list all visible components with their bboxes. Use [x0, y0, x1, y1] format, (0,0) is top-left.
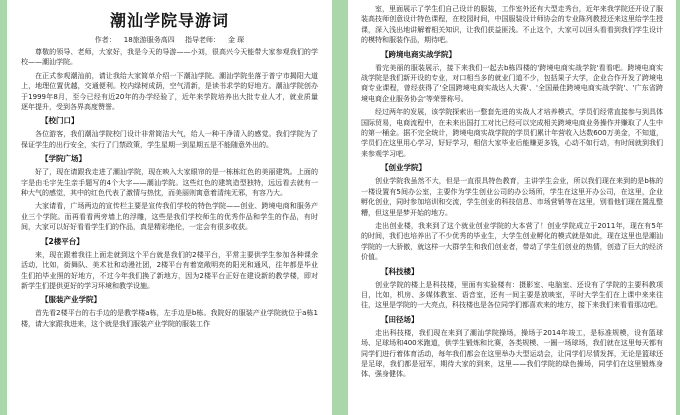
paragraph: 首先看2楼平台的右手边的是教学楼a栋，左手边是b栋。我院好的服装产业学院就位于a栋1楼，请大家跟我进来，这个就是我们服装产业学院的服装工作 — [21, 309, 318, 328]
paragraph: 看完美丽的服装展示，接下来我们一起去b栋四楼的'跨境电商实战学院'看看吧。跨境电商实战学院是我们新开设的专业，对口相当多的就业门道不少，包括果子大学，企业合作开发了跨境电商专业课程，曾经获得了'全国跨境电商实战达人大赛'、'全国最佳跨境电商实战学院'、'广东省跨境电商企业服务协会'等荣誉称号。 — [361, 63, 663, 103]
paragraph: 尊敬的领导、老师，大家好，我是今天的导游——小刘，很高兴今天能带大家参观我们的学校——潮汕学院。 — [21, 48, 318, 67]
section-heading: 【创业学院】 — [381, 163, 426, 173]
paragraph: 好了，现在请跟我走进了潮汕学院，现在映入大家眼帘的是一栋栋红色的美丽建筑。上面的字是由毛宇先生亲手题写的4个大字——潮汕学院。这些红色的建筑造型独特，远远看去就有一种大气的感觉，其中的红色代表了激情与热忱，而美丽则寓意着清纯无邪，有容乃大。 — [21, 168, 318, 198]
paragraph: 创业学院我虽然不大，但是一直很具特色教育，主讲学生会业，所以我们现在来到的是b栋的一楼设置有5间办公室，主要作为学生创业公司的办公场所，学生在这里开办公司，在这里，企业孵化创业，同时参加培训和交流，学生创业的科技信息、市场营销等在这里，别看他们现在置乱整糟，但这里是梦开始的地方。 — [361, 177, 663, 217]
teacher-label: 指导老师： — [184, 36, 220, 44]
paragraph: 在正式参观潮汕前，请让我给大家简单介绍一下潮汕学院。潮汕学院坐落于普宁市揭阳大道上，地理位置优越，交通便利。校内绿树成荫，空气清新，是读书求学的好地方。潮汕学院创办于1999年8月，至今已经有近20年的办学经验了，近年来学院培养出大批专业人才，就业质量逐年提升，受到各界高度赞誉。 — [21, 71, 318, 112]
document-page-left — [7, 0, 332, 415]
document-title: 潮汕学院导游词 — [109, 11, 229, 30]
author-label: 作者： — [94, 36, 116, 44]
teacher-name: 金 琛 — [227, 36, 245, 44]
section-heading: 【2楼平台】 — [41, 236, 84, 246]
byline — [21, 35, 318, 45]
paragraph: 各位游客，我们潮汕学院校门设计非常简洁大气，给人一种干净清入的感觉。我们学院为了保证学生的出行安全，实行了门禁政策，学生星期一到星期五是不能随意外出的。 — [21, 130, 318, 149]
paragraph: 来，现在跟着我往上面走就到这个平台就是我们的2楼平台，平常主要供学生参加各种课余活动，比如，街舞队、美术社和动漫社团，2楼平台有着宽敞明亮的阳光和通风，往年都是毕业生们拍毕业照的好地方，不过今年我们换了新地方，因为2楼平台正好在建设新的教学楼，即对新学生们提供更好的学习环境和教学设施。 — [21, 250, 318, 290]
paragraph: 经过两年的发展，该学院探索出一整套先进的实战人才培养模式，学员们经常直接参与到具体国际贸易，电商流程中，在未来出国打工对比已经可以完成相关跨境电商业务操作并赚取了人生中的第一桶金。据不完全统计，跨境电商实战学院的学员们累计年营收入达数600万美金，不知道，学员们在这里用心学习，好好学习，相信大家毕业后能赚更多钱，心动不如行动，有时间就到我们来参观学习吧。 — [361, 108, 663, 158]
section-heading: 【科技楼】 — [381, 266, 419, 276]
section-heading: 【跨境电商实战学院】 — [381, 49, 456, 59]
paragraph: 走出创业楼，我来到了这个就业创业学院的大本营了！创业学院成立于2011年，现在有5年的时间，我们也培养出了不少优秀的毕业生，大学生创业孵化的模式就是如此，现在这里也是潮汕学院的一大骄傲，就这样一大群学生和我们创业者，带动了学生们创业的热情，创造了巨大的经济价值。 — [361, 221, 663, 262]
paragraph: 室，里面展示了学生们自己设计的服装，工作室外还有大型走秀台，近年来我学院还开设了服装高技师创意设计特色课程，在校园时间，中国服装设计师协会的专业陈列教授还来这里给学生授课，深入浅出地讲解着相关知识，让我们获益匪浅。不止这个，大家可以回头看看到我们学生设计的模特和服装作品，期待吧。 — [361, 5, 663, 45]
section-heading: 【田径场】 — [381, 314, 419, 324]
paragraph: 走出科技楼，我们现在来到了潮汕学院操场，操场于2014年竣工，是标准规模，设有篮球场、足球场和400米跑道，供学生锻炼和比赛，各类规模、一圈一场球场，我们就在这里每天都有同学们进行着体育活动，每年我们都会在这里举办大型运动会，让同学们尽情发挥，无论是篮球还是足球，我们都是冠军，期待大家的到来，这里——我们学院的绿色操场，同学们在这里锻炼身体、强身健体。 — [361, 328, 663, 379]
section-heading: 【校门口】 — [41, 116, 79, 126]
paragraph: 创业学院的楼上是科技楼，里面有实验楼有：摄影室、电脑室、还设有了学院的主要科教项目，比如，机房、多媒体教室、语音室，还有一间主要是放映室，平时大学生们在上课中来来往往，这里是学院的一大亮点，科技楼也是各位同学们都喜欢来的地方，接下来我们来看看那边吧。 — [361, 280, 663, 310]
author-name: 18旅游服务高四 — [123, 36, 175, 44]
document-page-right — [348, 0, 676, 415]
section-heading: 【服装产业学院】 — [41, 295, 101, 305]
section-heading: 【学院广场】 — [41, 154, 86, 164]
paragraph: 大家请看，广场两边的宣传栏主要是宣传我们学校的特色学院——创业、跨境电商和服务产业三个学院。而再看看两旁墙上的浮雕，这些是我们学校师生的优秀作品和学生的作品，有时间，大家可以好好看看学生们的作品，真是精彩绝伦，一定会有很多收获。 — [21, 202, 318, 232]
